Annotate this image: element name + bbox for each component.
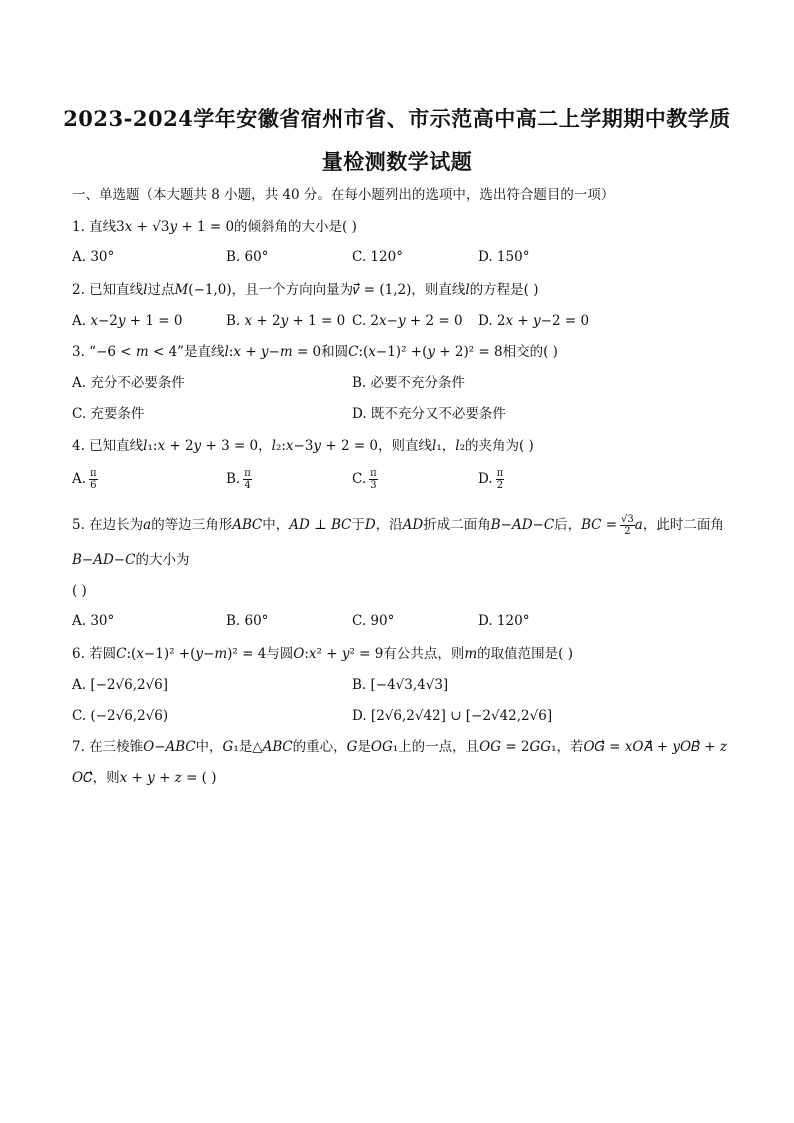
fraction-denominator: 3: [370, 480, 377, 491]
q1-option-c: C. 120°: [352, 249, 403, 265]
q3-option-b: B. 必要不充分条件: [352, 375, 466, 391]
q5-option-b: B. 60°: [226, 613, 269, 629]
fraction-numerator: π: [370, 468, 377, 479]
q3-option-a: A. 充分不必要条件: [72, 375, 185, 391]
question-5-stem: [72, 514, 724, 537]
exam-title-line2: 量检测数学试题: [321, 149, 473, 174]
section-heading: 一、单选题（本大题共 8 小题，共 40 分。在每小题列出的选项中，选出符合题目的一项）: [72, 187, 615, 203]
question-6-stem: 6. 若圆𝐶:(𝑥−1)² +(𝑦−𝑚)² = 4与圆𝑂:𝑥² + 𝑦² = 9有公共点，则𝑚的取值范围是( ): [72, 646, 573, 662]
q2-option-b: B. 𝑥 + 2𝑦 + 1 = 0: [226, 313, 346, 329]
q4-option-d: [478, 468, 504, 491]
fraction-denominator: 2: [624, 526, 631, 537]
q4-option-a-label: A.: [72, 471, 87, 487]
question-5-stem-line3: ( ): [72, 583, 87, 599]
q6-option-b: B. [−4√3,4√3]: [352, 677, 449, 693]
fraction-numerator: π: [244, 468, 251, 479]
q4-option-c-fraction: [369, 468, 378, 491]
q4-option-c: [352, 468, 378, 491]
q5-option-c: C. 90°: [352, 613, 395, 629]
q4-option-d-fraction: [496, 468, 505, 491]
question-5-stem-line2: 𝐵−𝐴𝐷−𝐶的大小为: [72, 552, 190, 568]
q2-option-c: C. 2𝑥−𝑦 + 2 = 0: [352, 313, 463, 329]
q6-option-c: C. (−2√6,2√6): [72, 708, 169, 724]
q4-option-b-fraction: [243, 468, 252, 491]
q4-option-d-label: D.: [478, 471, 493, 487]
q5-stem-part-a: 5. 在边长为𝑎的等边三角形𝐴𝐵𝐶中，𝐴𝐷 ⊥ 𝐵𝐶于𝐷，沿𝐴𝐷折成二面角𝐵−𝐴𝐷−𝐶后，𝐵𝐶 =: [72, 517, 618, 533]
exam-title-line1: 2023-2024学年安徽省宿州市省、市示范高中高二上学期期中教学质: [63, 106, 731, 131]
question-2-stem: 2. 已知直线𝑙过点𝑀(−1,0)，且一个方向向量为𝑣⃗ = (1,2)，则直线𝑙的方程是( ): [72, 282, 539, 298]
q1-option-a: A. 30°: [72, 249, 115, 265]
q5-option-d: D. 120°: [478, 613, 530, 629]
question-7-stem: 7. 在三棱锥𝑂−𝐴𝐵𝐶中，𝐺₁是△𝐴𝐵𝐶的重心，𝐺是𝑂𝐺₁上的一点，且𝑂𝐺 = 2𝐺𝐺₁，若𝑂𝐺⃗ = 𝑥𝑂𝐴⃗ + 𝑦𝑂𝐵⃗ + 𝑧: [72, 739, 728, 755]
question-1-stem: 1. 直线3𝑥 + √3𝑦 + 1 = 0的倾斜角的大小是( ): [72, 219, 357, 235]
q3-option-d: D. 既不充分又不必要条件: [352, 406, 506, 422]
fraction-numerator: π: [496, 468, 504, 479]
q4-option-c-label: C.: [352, 471, 367, 487]
q4-option-a-fraction: [89, 468, 98, 491]
q4-option-a: [72, 468, 98, 491]
question-3-stem: 3. “−6 < 𝑚 < 4”是直线𝑙:𝑥 + 𝑦−𝑚 = 0和圆𝐶:(𝑥−1)² +(𝑦 + 2)² = 8相交的( ): [72, 344, 558, 360]
q1-option-b: B. 60°: [226, 249, 269, 265]
q6-option-d: D. [2√6,2√42] ∪ [−2√42,2√6]: [352, 708, 553, 724]
q2-option-a: A. 𝑥−2𝑦 + 1 = 0: [72, 313, 183, 329]
q5-option-a: A. 30°: [72, 613, 115, 629]
q6-option-a: A. [−2√6,2√6]: [72, 677, 169, 693]
fraction-denominator: 2: [496, 480, 504, 491]
q1-option-d: D. 150°: [478, 249, 530, 265]
fraction-numerator: √3: [621, 514, 634, 525]
q5-stem-fraction: [620, 514, 635, 537]
q4-option-b-label: B.: [226, 471, 241, 487]
q2-option-d: D. 2𝑥 + 𝑦−2 = 0: [478, 313, 590, 329]
question-4-stem: 4. 已知直线𝑙₁:𝑥 + 2𝑦 + 3 = 0，𝑙₂:𝑥−3𝑦 + 2 = 0，则直线𝑙₁，𝑙₂的夹角为( ): [72, 438, 534, 454]
q3-option-c: C. 充要条件: [72, 406, 145, 422]
fraction-denominator: 4: [244, 480, 251, 491]
question-7-stem-line2: 𝑂𝐶⃗，则𝑥 + 𝑦 + 𝑧 = ( ): [72, 770, 217, 786]
q4-option-b: [226, 468, 252, 491]
fraction-numerator: π: [90, 468, 97, 479]
q5-stem-part-b: 𝑎，此时二面角: [634, 517, 724, 533]
fraction-denominator: 6: [90, 480, 97, 491]
